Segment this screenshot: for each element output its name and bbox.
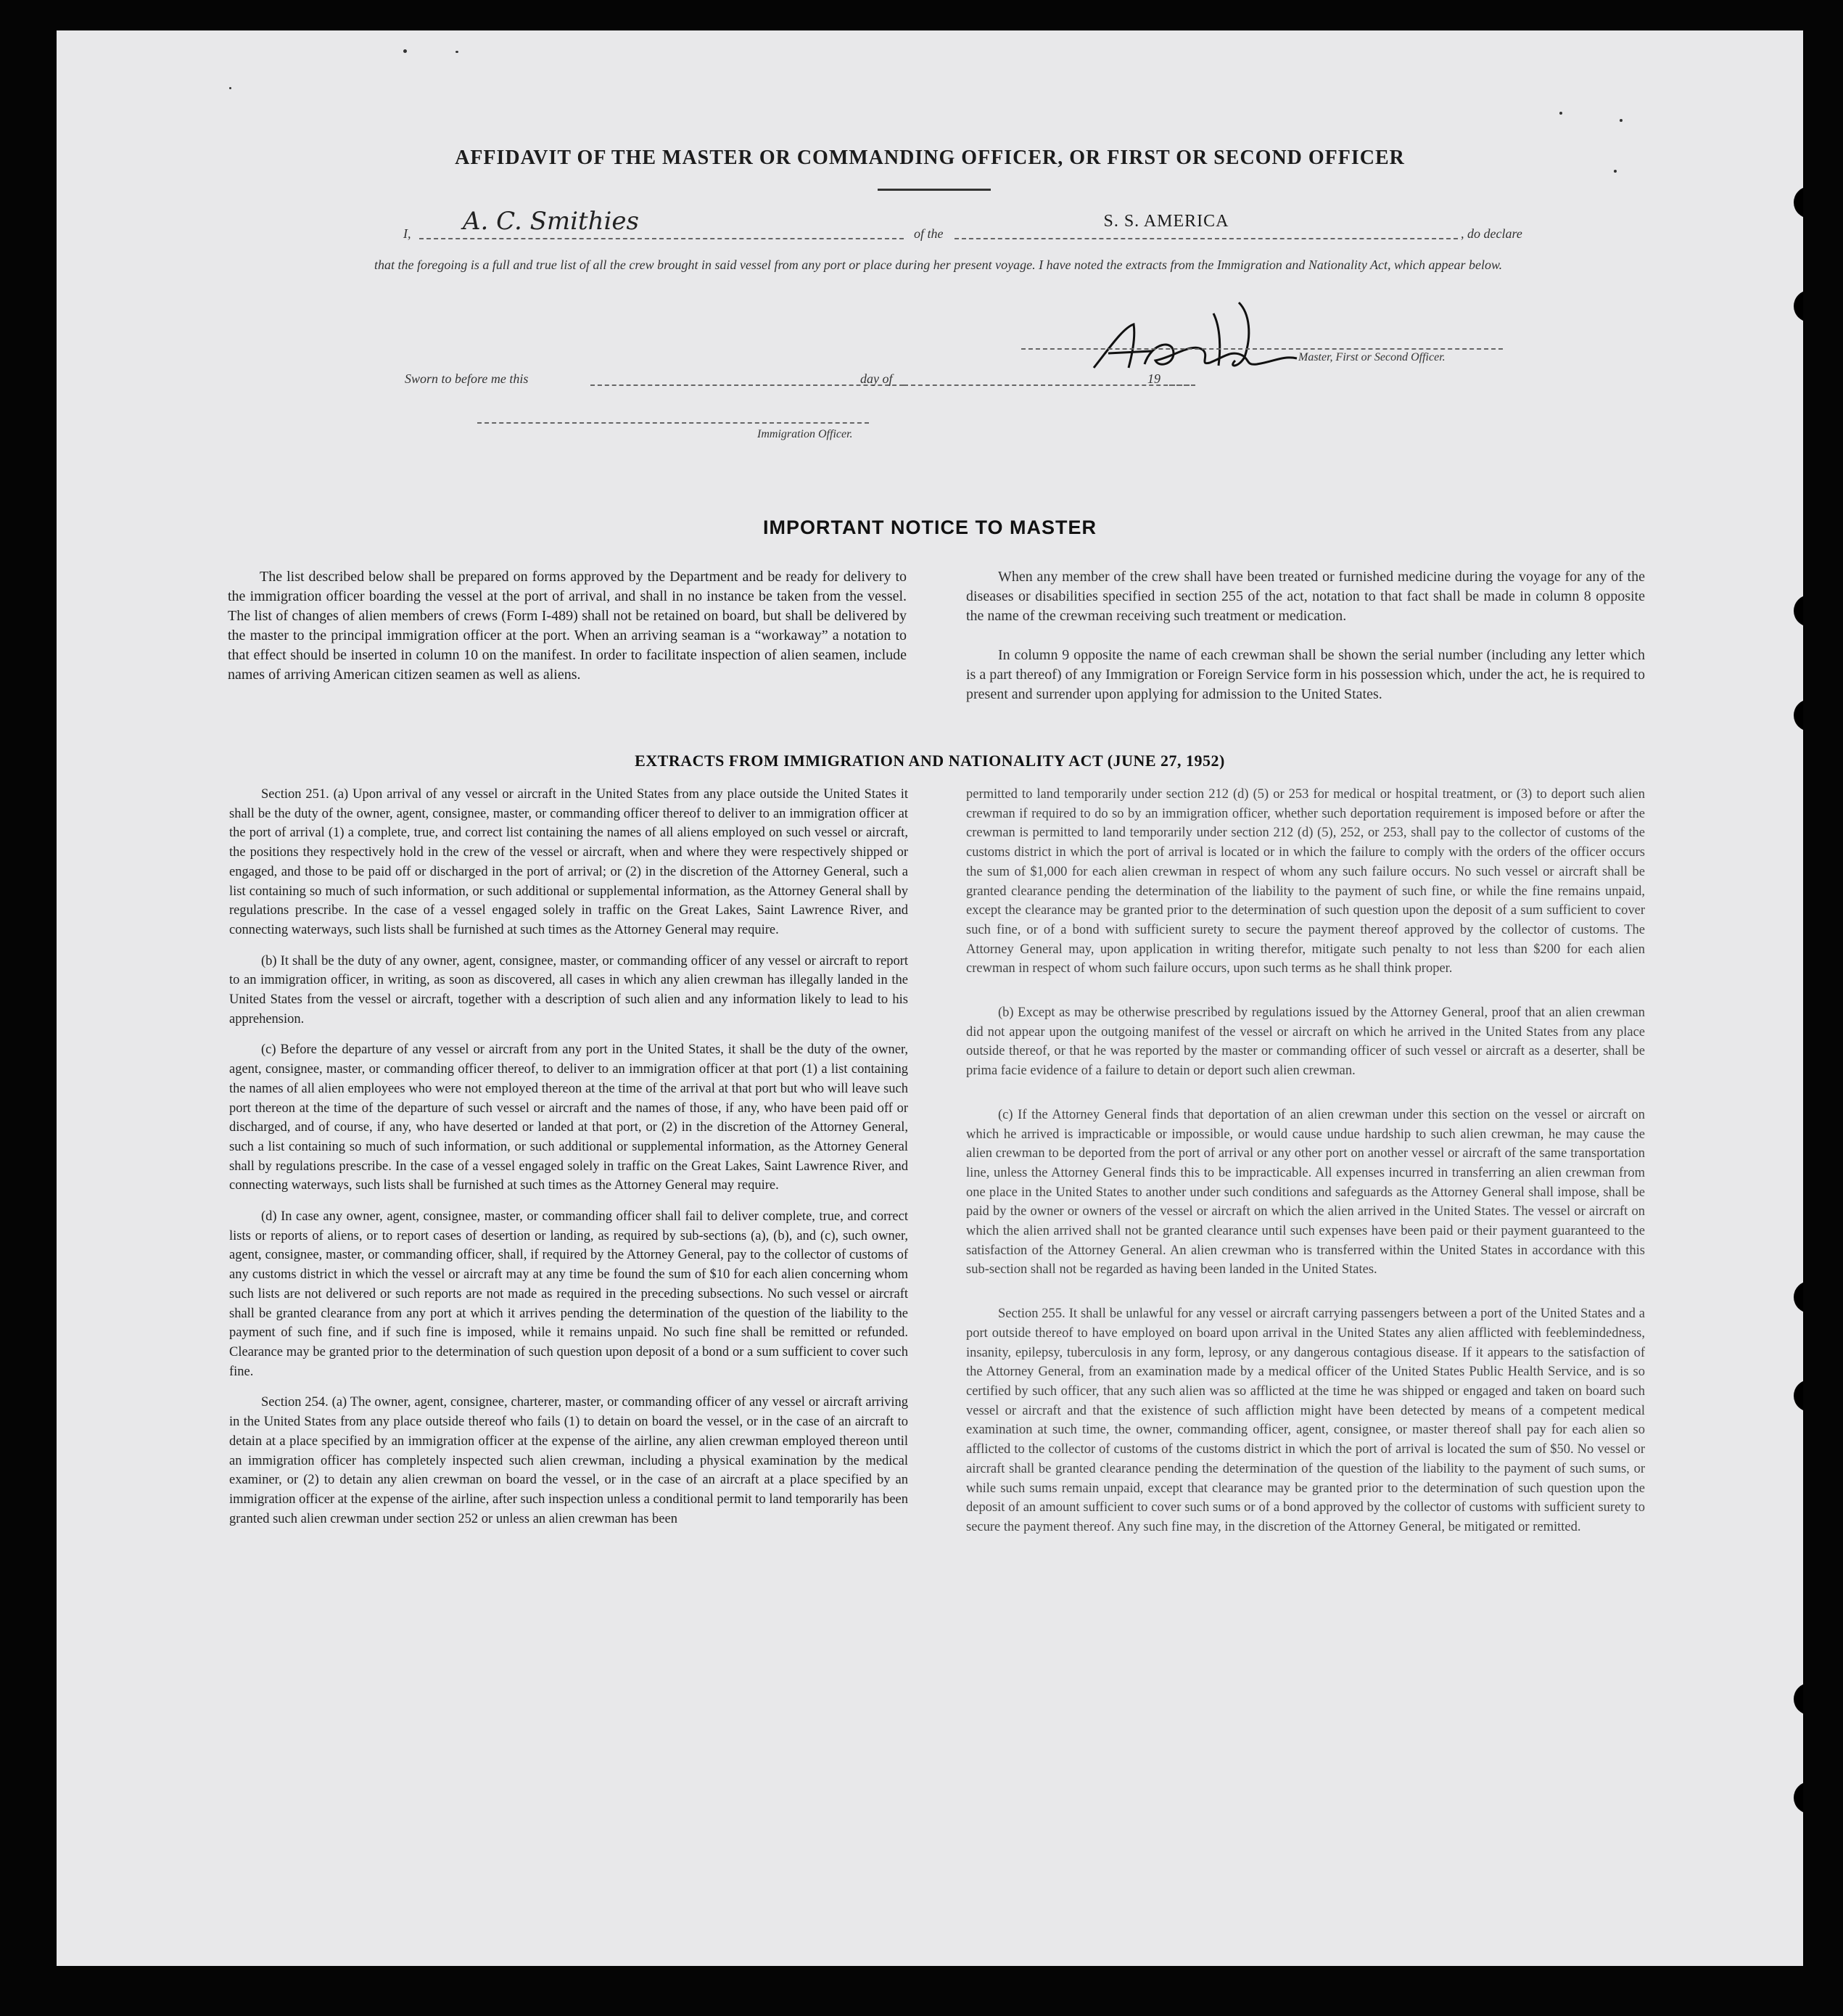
extracts-right-column	[966, 785, 1645, 1537]
signature-caption: Master, First or Second Officer.	[1298, 351, 1446, 363]
extracts-title: EXTRACTS FROM IMMIGRATION AND NATIONALITY ACT (JUNE 27, 1952)	[635, 752, 1225, 770]
handwritten-name-text: A. C. Smithies	[463, 207, 639, 236]
sworn-year-line	[1169, 384, 1195, 386]
scan-speck	[1614, 170, 1617, 173]
punch-hole	[1794, 699, 1803, 731]
document-page	[57, 30, 1803, 1966]
notice-right-text-2: In column 9 opposite the name of each crewman shall be shown the serial number (including any letter which is a part thereof) of any Immigration or Foreign Service form in his possession which, under the act, he is required to present and surrender upon applying for admission to the United States.	[966, 647, 1645, 702]
section-254-a-continued: permitted to land temporarily under section 212 (d) (5) or 253 for medical or hospital treatment, or (3) to deport such alien crewman if required to do so by an immigration officer, whether such deportation requirement is imposed before or after the crewman is permitted to land temporarily under section 212 (d) (5), 252, or 253, shall pay to the collector of customs of the customs district in which the port of arrival is located or in which the failure to comply with the orders of the officer occurs the sum of $1,000 for each alien crewman in respect of whom any such failure occurs. No such vessel or aircraft shall be granted clearance pending the determination of the liability to the payment of such fine, or while the fine remains unpaid, except the clearance may be granted prior to the determination of such question upon the deposit of a sum sufficient to cover such fine, or of a bond with sufficient surety to secure the payment thereof approved by the collector of customs. The Attorney General may, upon application in writing therefor, mitigate such penalty to not less than $200 for each alien crewman in respect of whom such failure occurs, upon such terms as he shall think proper.	[966, 787, 1645, 976]
vessel-name: S. S. AMERICA	[1103, 212, 1229, 231]
section-255: Section 255. It shall be unlawful for any vessel or aircraft carrying passengers between a port of the United States and a port outside thereof to have employed on board upon arrival in the United States any alien afflicted with feeblemindedness, insanity, epilepsy, tuberculosis in any form, leprosy, or any dangerous contagious disease. If it appears to the satisfaction of the Attorney General, from an examination made by a medical officer of the United States Public Health Service, and is so certified by such officer, that any such alien was so afflicted at the time he was shipped or engaged and taken on board such vessel or aircraft and that the existence of such affliction might have been detected by means of a competent medical examination at such time, the owner, commanding officer, agent, consignee, or master thereof shall pay for each alien so afflicted to the collector of customs of the customs district in which the port of arrival is located the sum of $50. No vessel or aircraft shall be granted clearance pending the determination of the question of the liability to the payment of such sums, or while such sums remain unpaid, except that clearance may be granted prior to the determination of such question upon the deposit of an amount sufficient to cover such sums or of a bond approved by the collector of customs with sufficient surety to secure the payment thereof. Any such fine may, in the discretion of the Attorney General, be mitigated or remitted.	[966, 1307, 1645, 1534]
vessel-blank-line	[955, 238, 1458, 239]
sworn-label: Sworn to before me this	[405, 371, 529, 386]
sworn-day-line	[590, 384, 904, 386]
master-signature	[1065, 299, 1413, 379]
title-rule	[878, 189, 991, 191]
scan-speck	[403, 49, 407, 53]
sworn-month-line	[904, 384, 1190, 386]
section-251-b: (b) It shall be the duty of any owner, agent, consignee, master, or commanding officer of any vessel or aircraft to report to an immigration officer, in writing, as soon as discovered, all cases in which any alien crewman has illegally landed in the United States from the vessel or aircraft, together with a description of such alien and any information likely to lead to his apprehension.	[229, 953, 908, 1026]
immigration-officer-caption: Immigration Officer.	[757, 428, 853, 440]
punch-hole	[1794, 186, 1803, 218]
of-the-label: of the	[914, 226, 944, 241]
section-251-d: (d) In case any owner, agent, consignee, master, or commanding officer shall fail to deliver complete, true, and correct lists or reports of aliens, or to report cases of desertion or landing, as required by sub-sections (a), (b), and (c), such owner, agent, consignee, master, or commanding officer, shall, if required by the Attorney General, pay to the collector of customs of any customs district in which the vessel or aircraft may at any time be found the sum of $10 for each alien concerning whom such lists are not delivered or such reports are not made as required in the preceding subsections. No such vessel or aircraft shall be granted clearance from any port at which it arrives pending the determination of the question of the liability to the payment of such fine, and if such fine is imposed, while it remains unpaid. No such fine shall be remitted or refunded. Clearance may be granted prior to the determination of such question upon deposit of a bond or a sum sufficient to cover such fine.	[229, 1209, 908, 1379]
handwritten-name	[463, 205, 767, 241]
extracts-left-column	[229, 785, 908, 1529]
i-label: I,	[403, 226, 411, 241]
year-label: 19	[1147, 371, 1160, 386]
affidavit-title: AFFIDAVIT OF THE MASTER OR COMMANDING OFFICER, OR FIRST OR SECOND OFFICER	[455, 147, 1405, 169]
scan-speck	[1559, 112, 1562, 115]
immigration-officer-line	[477, 422, 869, 424]
scan-speck	[1620, 119, 1623, 122]
signature-line	[1021, 348, 1503, 350]
punch-hole	[1794, 290, 1803, 322]
section-254-b: (b) Except as may be otherwise prescribed by regulations issued by the Attorney General, proof that an alien crewman did not appear upon the outgoing manifest of the vessel or aircraft on which he arrived in the United States from any place outside thereof, or that he was reported by the master or commanding officer of such vessel or aircraft as a deserter, shall be prima facie evidence of a failure to detain or deport such alien crewman.	[966, 1005, 1645, 1079]
do-declare-label: , do declare	[1461, 226, 1522, 241]
notice-right-text-1: When any member of the crew shall have been treated or furnished medicine during the voyage for any of the diseases or disabilities specified in section 255 of the act, notation to that fact shall be made in column 8 opposite the name of the crewman receiving such treatment or medication.	[966, 569, 1645, 624]
day-of-label: day of	[860, 371, 893, 386]
scan-speck	[455, 51, 458, 53]
section-254-a: Section 254. (a) The owner, agent, consignee, charterer, master, or commanding officer of any vessel or aircraft arriving in the United States from any place outside thereof who fails (1) to detain on board the vessel, or in the case of an aircraft to detain at a place specified by an immigration officer at the expense of the airline, any alien crewman employed thereon until an immigration officer has completely inspected such alien crewman, including a physical examination by the medical examiner, or (2) to detain any alien crewman on board the vessel, or in the case of an aircraft at a place specified by an immigration officer at the expense of the airline, after such inspection unless a conditional permit to land temporarily has been granted such alien crewman under section 252 or unless an alien crewman has been	[229, 1395, 908, 1526]
declaration-text: that the foregoing is a full and true list of all the crew brought in said vessel from any port or place during her present voyage. I have noted the extracts from the Immigration and Nationality Act, which appear below.	[374, 258, 1503, 272]
scan-speck	[229, 87, 231, 89]
punch-hole	[1794, 1683, 1803, 1715]
punch-hole	[1794, 1380, 1803, 1412]
section-251-c: (c) Before the departure of any vessel or aircraft from any port in the United States, it shall be the duty of the owner, agent, consignee, master, or commanding officer thereof, to deliver to an immigration officer at that port (1) a list containing the names of all alien employees who were not employed thereon at the time of the arrival at that port but who will leave such port thereon at the time of the departure of such vessel or aircraft and the names of those, if any, who have been paid off or discharged, and of course, if any, who have deserted or landed at that port, or (2) in the discretion of the Attorney General, such a list containing so much of such information, or such additional or supplemental information, as the Attorney General shall by regulations prescribe. In the case of a vessel engaged solely in traffic on the Great Lakes, Saint Lawrence River, and connecting waterways, such lists shall be furnished at such times as the Attorney General may require.	[229, 1042, 908, 1193]
notice-title: IMPORTANT NOTICE TO MASTER	[763, 517, 1097, 538]
punch-hole	[1794, 595, 1803, 627]
section-254-c: (c) If the Attorney General finds that deportation of an alien crewman under this section on the vessel or aircraft on which he arrived is impracticable or impossible, or would cause undue hardship to such alien crewman, he may cause the alien crewman to be deported from the port of arrival or any other port on another vessel or aircraft of the same transportation line, unless the Attorney General finds this to be impracticable. All expenses incurred in transferring an alien crewman from one place in the United States to another under such conditions and safeguards as the Attorney General shall impose, shall be paid by the owner or owners of the vessel or aircraft on which the alien arrived in the United States. The vessel or aircraft on which the alien arrived shall not be granted clearance until such expenses have been paid or their payment guaranteed to the satisfaction of the Attorney General. An alien crewman who is transferred within the United States in accordance with this sub-section shall not be regarded as having been landed in the United States.	[966, 1107, 1645, 1278]
punch-hole	[1794, 1281, 1803, 1313]
section-251-a: Section 251. (a) Upon arrival of any vessel or aircraft in the United States from any place outside the United States it shall be the duty of the owner, agent, consignee, master, or commanding officer thereof to deliver to an immigration officer at the port of arrival (1) a complete, true, and correct list containing the names of all aliens employed on such vessel or aircraft, the positions they respectively hold in the crew of the vessel or aircraft, when and where they were respectively shipped or engaged, and those to be paid off or discharged in the port of arrival; or (2) in the discretion of the Attorney General, such a list containing so much of such information, or such additional or supplemental information, as the Attorney General shall by regulations prescribe. In the case of a vessel engaged solely in traffic on the Great Lakes, Saint Lawrence River, and connecting waterways, such lists shall be furnished at such times as the Attorney General may require.	[229, 787, 908, 937]
punch-hole	[1794, 1782, 1803, 1814]
notice-left-text: The list described below shall be prepared on forms approved by the Department and be ready for delivery to the immigration officer boarding the vessel at the port of arrival, and shall in no instance be taken from the vessel. The list of changes of alien members of crews (Form I-489) shall not be retained on board, but shall be delivered by the master to the principal immigration officer at the port. When an arriving seaman is a “workaway” a notation to that effect should be inserted in column 10 on the manifest. In order to facilitate inspection of alien seamen, include names of arriving American citizen seamen as well as aliens.	[228, 569, 907, 683]
